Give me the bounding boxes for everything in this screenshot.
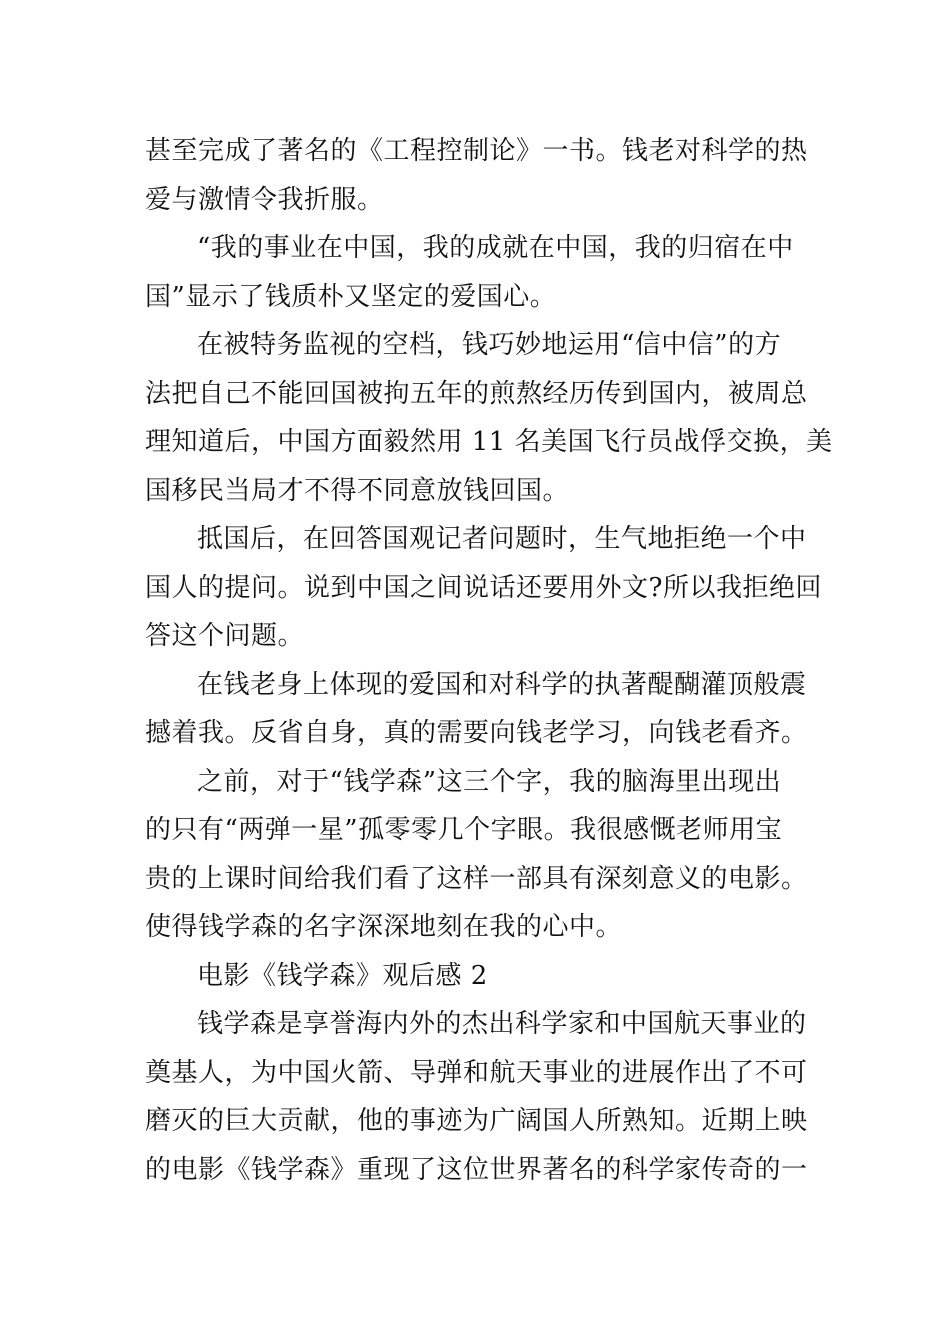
text-line: “我的事业在中国，我的成就在中国，我的归宿在中 <box>197 233 794 263</box>
text-line: 钱学森是享誉海内外的杰出科学家和中国航天事业的 <box>197 1009 807 1039</box>
text-line: 理知道后，中国方面毅然用 11 名美国飞行员战俘交换，美 <box>145 427 833 457</box>
document-body <box>145 127 833 1194</box>
text-line: 国移民当局才不得不同意放钱回国。 <box>145 475 570 506</box>
text-line: 磨灭的巨大贡献，他的事迹为广阔国人所熟知。近期上映 <box>145 1106 808 1136</box>
text-line: 的只有“两弹一星”孤零零几个字眼。我很感慨老师用宝 <box>145 815 783 845</box>
text-line: 贵的上课时间给我们看了这样一部具有深刻意义的电影。 <box>145 863 808 894</box>
text-line: 答这个问题。 <box>145 621 305 651</box>
text-line: 爱与激情令我折服。 <box>145 184 384 215</box>
text-line: 的电影《钱学森》重现了这位世界著名的科学家传奇的一 <box>145 1154 808 1185</box>
text-line: 抵国后，在回答国观记者问题时，生气地拒绝一个中 <box>197 524 807 554</box>
text-line: 在被特务监视的空档，钱巧妙地运用“信中信”的方 <box>197 330 782 360</box>
text-line: 国”显示了钱质朴又坚定的爱国心。 <box>145 281 557 312</box>
text-line: 奠基人，为中国火箭、导弹和航天事业的进展作出了不可 <box>145 1057 808 1088</box>
text-line: 使得钱学森的名字深深地刻在我的心中。 <box>145 912 623 942</box>
text-line: 甚至完成了著名的《工程控制论》一书。钱老对科学的热 <box>145 136 808 166</box>
text-line: 撼着我。反省自身，真的需要向钱老学习，向钱老看齐。 <box>145 718 808 748</box>
text-line: 之前，对于“钱学森”这三个字，我的脑海里出现出 <box>197 766 782 797</box>
text-line: 法把自己不能回国被拘五年的煎熬经历传到国内，被周总 <box>145 378 808 409</box>
text-line: 在钱老身上体现的爱国和对科学的执著醍醐灌顶般震 <box>197 669 807 700</box>
text-line: 国人的提问。说到中国之间说话还要用外文?所以我拒绝回 <box>145 572 822 603</box>
section-heading: 电影《钱学森》观后感 2 <box>197 960 488 991</box>
